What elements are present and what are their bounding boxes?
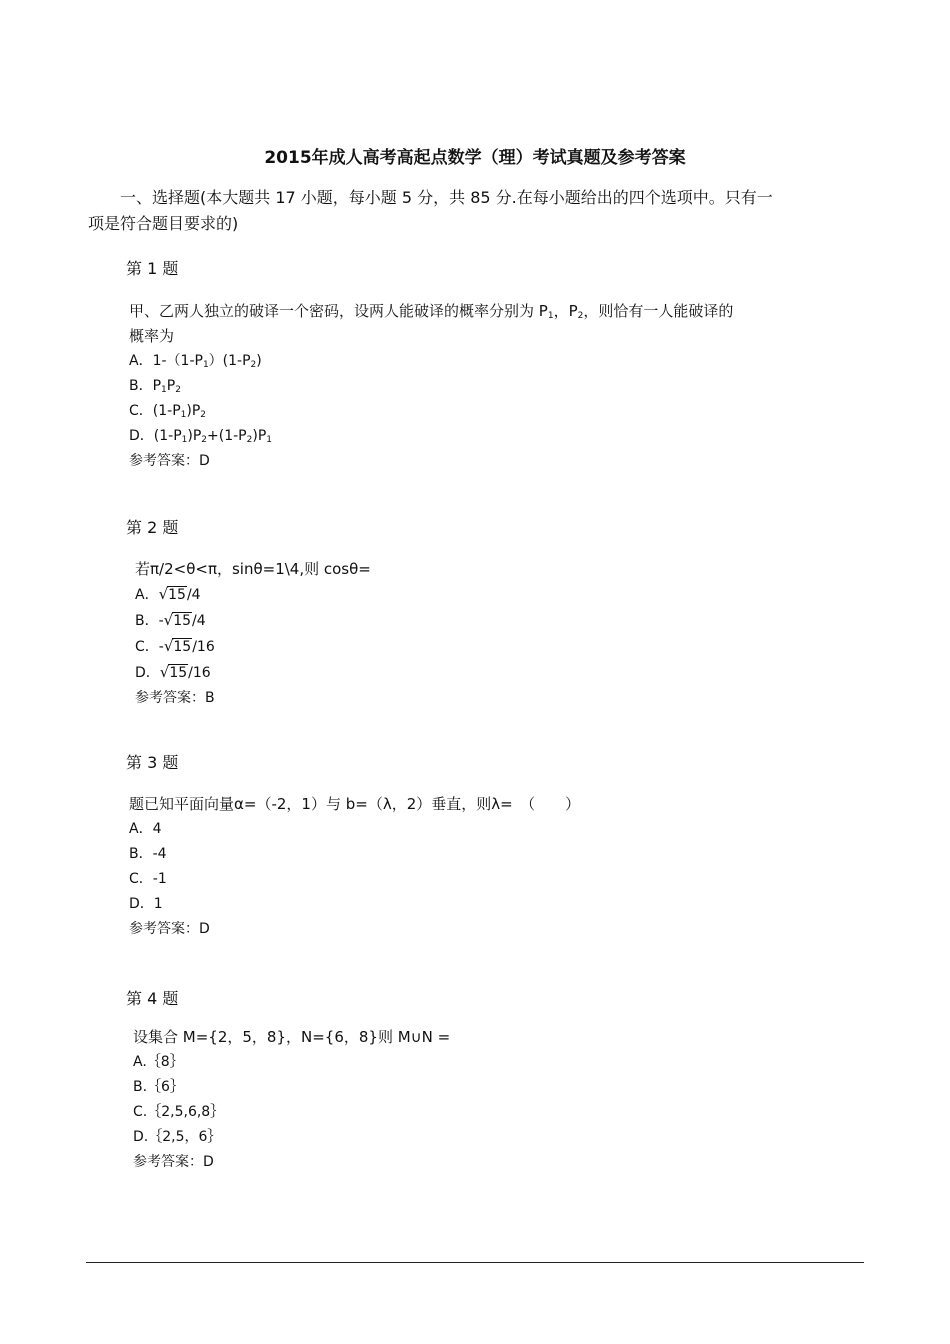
question-4-option-a: A.｛8｝	[133, 1054, 184, 1070]
question-3-block	[129, 792, 580, 942]
question-2-block	[135, 557, 371, 711]
question-3-heading: 第 3 题	[126, 753, 179, 772]
question-2-answer: 参考答案：B	[135, 690, 215, 706]
question-4-option-c: C.｛2,5,6,8｝	[133, 1104, 225, 1120]
question-1-stem-line2: 概率为	[129, 327, 175, 345]
question-2-stem: 若π/2<θ<π，sinθ=1\4,则 cosθ=	[135, 560, 371, 578]
intro-line-1: 一、选择题(本大题共 17 小题，每小题 5 分，共 85 分.在每小题给出的四个选项中。只有一	[120, 188, 773, 207]
question-4-heading: 第 4 题	[126, 989, 179, 1008]
question-1-answer: 参考答案：D	[129, 453, 210, 469]
question-1-block	[129, 299, 733, 474]
intro-line-2: 项是符合题目要求的)	[88, 214, 239, 233]
question-4-stem: 设集合 M={2，5，8}，N={6，8}则 M∪N =	[133, 1028, 451, 1046]
question-1-option-c: C．$(1-P_1)P_2$	[129, 403, 207, 420]
question-2-option-c: C．-√15/16	[135, 637, 215, 655]
question-1-option-b: B．$P_1P_2$	[129, 378, 181, 395]
question-4-option-d: D.｛2,5，6｝	[133, 1129, 222, 1145]
question-3-answer: 参考答案：D	[129, 921, 210, 937]
question-3-option-b: B．-4	[129, 846, 167, 862]
question-2-option-b: B．-√15/4	[135, 611, 206, 629]
question-1-option-a: A．$1-(1-P_1)(1-P_2)$	[129, 353, 262, 370]
question-3-option-c: C．-1	[129, 871, 167, 887]
question-2-heading: 第 2 题	[126, 518, 179, 537]
section-intro	[88, 185, 868, 237]
question-1-heading: 第 1 题	[126, 259, 179, 278]
question-3-option-a: A．4	[129, 821, 162, 837]
question-4-block	[133, 1025, 450, 1175]
question-3-stem: 题已知平面向量α=（-2，1）与 b=（λ，2）垂直，则λ= （ ）	[129, 795, 581, 813]
document-title: 2015年成人高考高起点数学（理）考试真题及参考答案	[264, 148, 686, 168]
question-3-option-d: D．1	[129, 896, 163, 912]
footer-divider	[86, 1262, 864, 1263]
question-1-stem: 甲、乙两人独立的破译一个密码，设两人能破译的概率分别为 $P_1$，$P_2$，则恰有一人能破译的	[129, 302, 734, 321]
question-2-option-a: A．√15/4	[135, 585, 201, 603]
question-4-answer: 参考答案：D	[133, 1154, 214, 1170]
question-2-option-d: D．√15/16	[135, 663, 211, 681]
question-1-option-d: D．$(1-P_1)P_2+(1-P_2)P_1$	[129, 428, 272, 445]
question-4-option-b: B.｛6｝	[133, 1079, 184, 1095]
